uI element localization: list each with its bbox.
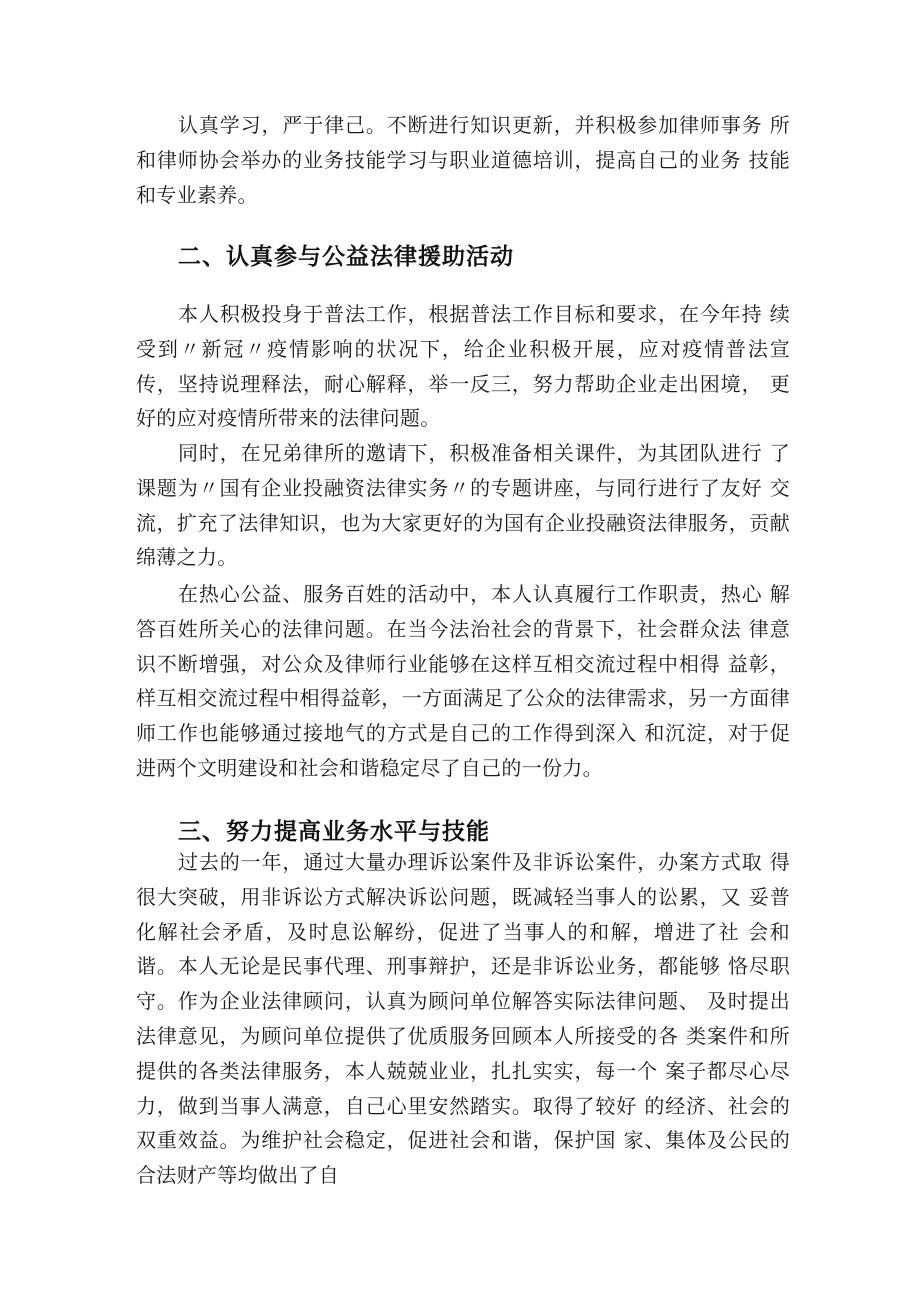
paragraph-law-popularization bbox=[136, 297, 790, 436]
section-heading-improve-skills: 三、努力提高业务水平与技能 bbox=[178, 819, 490, 845]
paragraph-lecture bbox=[136, 436, 790, 575]
section-heading-public-legal-aid: 二、认真参与公益法律援助活动 bbox=[178, 244, 514, 270]
paragraph-public-service bbox=[136, 577, 790, 786]
paragraph-text: 过去的一年，通过大量办理诉讼案件及非诉讼案件，办案方式取 得很大突破，用非诉讼方式解决诉讼问题，既减轻当事人的讼累，又 妥普化解社会矛盾，及时息讼解纷，促进了当事人的和解，增进了社 会和谐。本人无论是民事代理、刑事辩护，还是非诉讼业务，都能够 恪尽职守。作为企业法律顾问，认真为顾问单位解答实际法律问题、 及时提出法律意见，为顾问单位提供了优质服务回顾本人所接受的各 类案件和所提供的各类法律服务，本人兢兢业业，扎扎实实，每一个 案子都尽心尽力，做到当事人满意，自己心里安然踏实。取得了较好 的经济、社会的双重效益。为维护社会稳定，促进社会和谐，保护国 家、集体及公民的合法财产等均做出了自 bbox=[136, 850, 790, 1188]
paragraph-text: 认真学习，严于律己。不断进行知识更新，并积极参加律师事务 所和律师协会举办的业务技能学习与职业道德培训，提高自己的业务 技能和专业素养。 bbox=[136, 113, 790, 207]
paragraph-text: 同时，在兄弟律所的邀请下，积极准备相关课件，为其团队进行 了课题为〃国有企业投融资法律实务〃的专题讲座，与同行进行了友好 交流，扩充了法律知识，也为大家更好的为国有企业投融资法律服务，贡献绵薄之力。 bbox=[136, 441, 790, 570]
paragraph-case-work bbox=[136, 845, 790, 1193]
paragraph-text: 在热心公益、服务百姓的活动中，本人认真履行工作职责，热心 解答百姓所关心的法律问题。在当今法治社会的背景下，社会群众法 律意识不断增强，对公众及律师行业能够在这样互相交流过程中相得 益彰，样互相交流过程中相得益彰，一方面满足了公众的法律需求，另一方面律师工作也能够通过接地气的方式是自己的工作得到深入 和沉淀，对于促进两个文明建设和社会和谐稳定尽了自己的一份力。 bbox=[136, 582, 790, 780]
paragraph-self-study bbox=[136, 108, 790, 212]
paragraph-text: 本人积极投身于普法工作，根据普法工作目标和要求，在今年持 续受到〃新冠〃疫情影响的状况下，给企业积极开展，应对疫情普法宣 传，坚持说理释法，耐心解释，举一反三，努力帮助企业走出困境， 更好的应对疫情所带来的法律问题。 bbox=[136, 302, 790, 431]
